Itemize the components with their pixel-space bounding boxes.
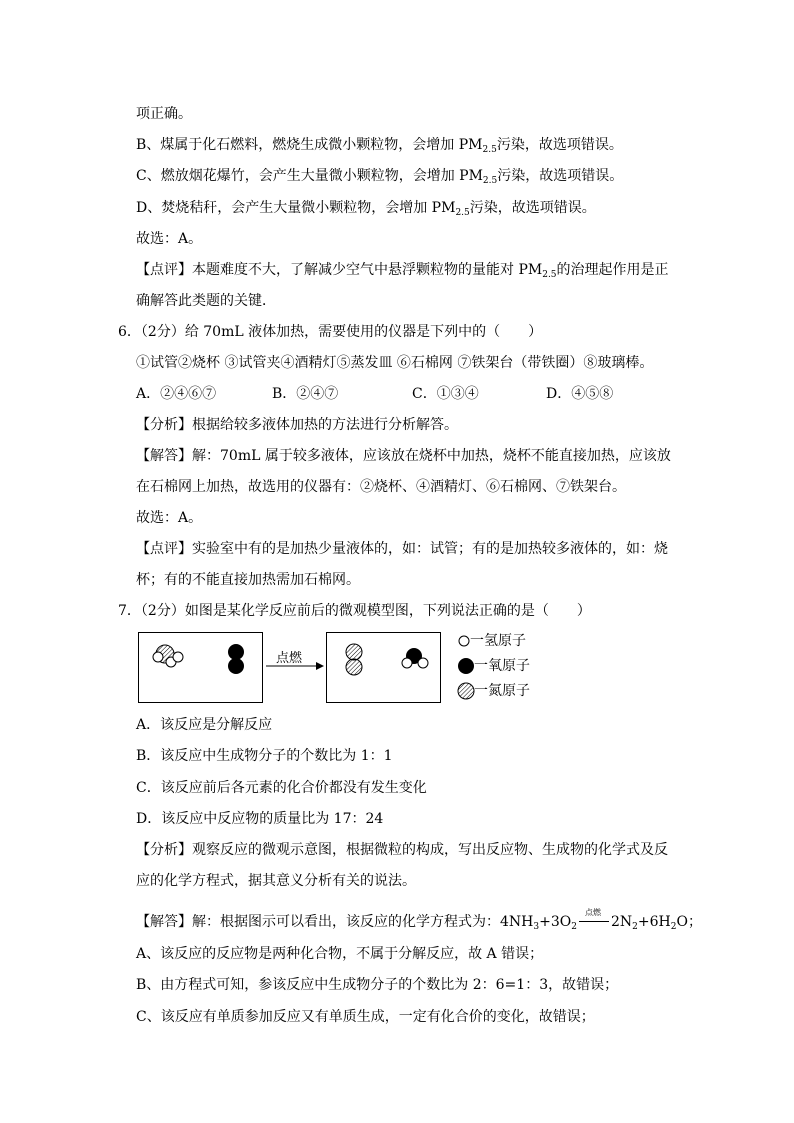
legend-nitrogen: 一氮原子 — [474, 683, 530, 699]
comment-line-2: 确解答此类题的关键． — [136, 293, 276, 309]
oxygen-atom — [228, 658, 244, 674]
legend-hydrogen: 一氢原子 — [470, 633, 526, 649]
question-6: 6．（2分）给 70mL 液体加热，需要使用的仪器是下列中的（ ） — [118, 324, 543, 340]
comment-line-1 — [136, 260, 669, 285]
q6-choice: 故选：A。 — [136, 510, 203, 526]
line-option-b — [136, 135, 623, 160]
legend-nitrogen-symbol — [458, 683, 474, 699]
option-d: D．④⑤⑧ — [546, 386, 614, 402]
subscript: 2.5 — [542, 270, 557, 280]
option-c: C．①③④ — [412, 386, 479, 402]
option-a: A．②④⑥⑦ — [136, 386, 217, 402]
hydrogen-atom — [173, 652, 183, 662]
q6-answer-2: 在石棉网上加热，故选用的仪器有：②烧杯、④酒精灯、⑥石棉网、⑦铁架台。 — [136, 479, 626, 495]
text: 的治理起作用是正 — [556, 262, 669, 278]
text: 2N — [610, 914, 633, 930]
text: B、煤属于化石燃料，燃烧生成微小颗粒物，会增加 PM — [136, 137, 483, 153]
question-6-items: ①试管②烧杯 ③试管夹④酒精灯⑤蒸发皿 ⑥石棉网 ⑦铁架台（带铁圈）⑧玻璃棒。 — [136, 355, 654, 371]
line-option-c — [136, 166, 623, 191]
q7-explain-c: C、该反应有单质参加反应又有单质生成，一定有化合价的变化，故错误； — [136, 1009, 595, 1025]
legend-hydrogen-symbol — [459, 636, 469, 646]
q7-option-d: D．该反应中反应物的质量比为 17：24 — [136, 811, 384, 827]
question-6-options — [136, 384, 636, 404]
q7-option-b: B．该反应中生成物分子的个数比为 1：1 — [136, 748, 393, 764]
text: 【点评】本题难度不大，了解减少空气中悬浮颗粒物的量能对 PM — [136, 262, 543, 278]
reaction-diagram — [138, 632, 558, 704]
arrow-label: 点燃 — [276, 651, 303, 666]
q6-comment-2: 杯；有的不能直接加热需加石棉网。 — [136, 572, 360, 588]
subscript: 2.5 — [455, 208, 470, 218]
q6-answer-1: 【解答】解：70mL 属于较多液体，应该放在烧杯中加热，烧杯不能直接加热，应该放 — [136, 448, 671, 464]
line-1: 项正确。 — [136, 106, 192, 122]
q6-comment-1: 【点评】实验室中有的是加热少量液体的，如：试管；有的是加热较多液体的，如：烧 — [136, 541, 668, 557]
nitrogen-atom — [346, 644, 362, 660]
legend-oxygen-symbol — [458, 658, 474, 674]
text: +3O — [539, 914, 572, 930]
q7-analysis-2: 应的化学方程式，据其意义分析有关的说法。 — [136, 873, 416, 889]
line-option-d — [136, 198, 596, 223]
nitrogen-atom — [346, 659, 362, 675]
text: 污染，故选项错误。 — [469, 200, 596, 216]
hydrogen-atom — [402, 658, 412, 668]
q7-analysis-1: 【分析】观察反应的微观示意图，根据微粒的构成，写出反应物、生成物的化学式及反 — [136, 842, 668, 858]
question-7: 7．（2分）如图是某化学反应前后的微观模型图，下列说法正确的是（ ） — [118, 603, 591, 619]
q7-answer-equation — [136, 908, 702, 937]
text: O； — [676, 914, 702, 930]
hydrogen-atom — [418, 658, 428, 668]
text: +6H — [637, 914, 671, 930]
text: C、燃放烟花爆竹，会产生大量微小颗粒物，会增加 PM — [136, 168, 483, 184]
q7-option-c: C．该反应前后各元素的化合价都没有发生变化 — [136, 780, 427, 796]
text: D、焚烧秸秆，会产生大量微小颗粒物，会增加 PM — [136, 200, 456, 216]
subscript: 2.5 — [482, 176, 498, 186]
arrow-head — [316, 662, 324, 670]
line-choice-a: 故选：A。 — [136, 231, 203, 247]
subscript: 2 — [632, 922, 638, 932]
hydrogen-atom — [153, 652, 163, 662]
q6-analysis: 【分析】根据给较多液体加热的方法进行分析解答。 — [136, 417, 458, 433]
option-b: B．②④⑦ — [272, 386, 339, 402]
q7-option-a: A．该反应是分解反应 — [136, 717, 273, 733]
condition-label: 点燃 — [584, 908, 601, 917]
oxygen-atom — [228, 644, 244, 660]
equation-condition — [577, 908, 611, 929]
text: 污染，故选项错误。 — [497, 168, 624, 184]
reactant-box — [139, 633, 263, 703]
subscript: 3 — [533, 922, 540, 932]
text: 【解答】解：根据图示可以看出，该反应的化学方程式为：4NH — [136, 914, 534, 930]
subscript: 2 — [670, 922, 677, 932]
subscript: 2.5 — [482, 145, 497, 155]
q7-explain-a: A、该反应的反应物是两种化合物，不属于分解反应，故 A 错误； — [136, 946, 544, 962]
legend-oxygen: 一氧原子 — [474, 658, 530, 674]
equation-bar — [579, 921, 609, 922]
subscript: 2 — [571, 922, 577, 932]
text: 污染，故选项错误。 — [496, 137, 623, 153]
q7-explain-b: B、由方程式可知，参该反应中生成物分子的个数比为 2：6=1：3，故错误； — [136, 977, 619, 993]
